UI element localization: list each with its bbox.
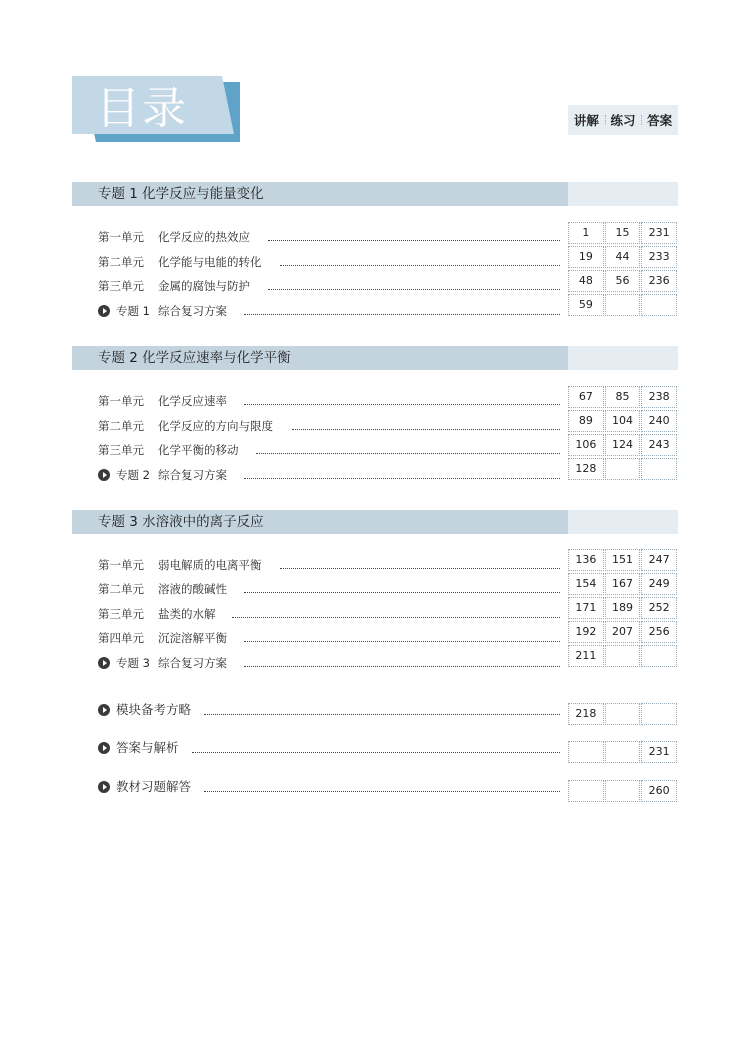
page-number: 167 bbox=[605, 573, 641, 595]
toc-entry[interactable] bbox=[98, 580, 562, 598]
dot-leader bbox=[256, 453, 560, 454]
entry-title: 综合复习方案 bbox=[158, 304, 231, 318]
page-number: 231 bbox=[641, 741, 677, 763]
page-number: 247 bbox=[641, 549, 677, 571]
page-row bbox=[568, 645, 678, 669]
entry-title: 化学反应的方向与限度 bbox=[158, 419, 277, 433]
unit-label: 第三单元 bbox=[98, 443, 144, 457]
entry-title: 金属的腐蚀与防护 bbox=[158, 279, 254, 293]
page-number: 211 bbox=[568, 645, 604, 667]
page-number bbox=[641, 645, 677, 667]
page-number bbox=[605, 294, 641, 316]
entry-title: 化学反应的热效应 bbox=[158, 230, 254, 244]
entry-title: 教材习题解答 bbox=[116, 779, 195, 794]
toc-extra-entry[interactable] bbox=[98, 777, 562, 797]
dot-leader bbox=[280, 265, 560, 266]
entry-title: 综合复习方案 bbox=[158, 468, 231, 482]
unit-label: 第二单元 bbox=[98, 255, 144, 269]
page-number-grid bbox=[568, 222, 678, 318]
page-row bbox=[568, 246, 678, 270]
page-number: 59 bbox=[568, 294, 604, 316]
toc-entry[interactable] bbox=[98, 629, 562, 647]
page-row bbox=[568, 410, 678, 434]
page-number: 189 bbox=[605, 597, 641, 619]
dot-leader bbox=[280, 568, 560, 569]
toc-extra-entry[interactable] bbox=[98, 738, 562, 758]
page-row bbox=[568, 270, 678, 294]
entry-title: 沉淀溶解平衡 bbox=[158, 631, 231, 645]
page-number bbox=[641, 458, 677, 480]
page-number: 67 bbox=[568, 386, 604, 408]
page-number: 89 bbox=[568, 410, 604, 432]
toc-review-entry[interactable] bbox=[98, 302, 562, 320]
page-number: 106 bbox=[568, 434, 604, 456]
page-row bbox=[568, 549, 678, 573]
dot-leader bbox=[204, 714, 560, 715]
toc-extra-entry[interactable] bbox=[98, 700, 562, 720]
topic-bar-1 bbox=[72, 182, 678, 206]
page-row bbox=[568, 741, 678, 765]
topic-bar-2 bbox=[72, 346, 678, 370]
dot-leader bbox=[204, 791, 560, 792]
toc-title-banner bbox=[72, 76, 240, 142]
page-row bbox=[568, 597, 678, 621]
toc-entry[interactable] bbox=[98, 277, 562, 295]
unit-label: 第一单元 bbox=[98, 394, 144, 408]
page-number: 56 bbox=[605, 270, 641, 292]
page-number: 249 bbox=[641, 573, 677, 595]
toc-entry[interactable] bbox=[98, 605, 562, 623]
page-number bbox=[605, 645, 641, 667]
play-arrow-icon bbox=[98, 657, 110, 669]
play-arrow-icon bbox=[98, 305, 110, 317]
dot-leader bbox=[268, 289, 560, 290]
entry-title: 盐类的水解 bbox=[158, 607, 220, 621]
page-row bbox=[568, 703, 678, 727]
topic-title: 专题 3 水溶液中的离子反应 bbox=[98, 514, 264, 530]
topic-title: 专题 2 化学反应速率与化学平衡 bbox=[98, 350, 291, 366]
page-number: 85 bbox=[605, 386, 641, 408]
dot-leader bbox=[244, 666, 560, 667]
toc-review-entry[interactable] bbox=[98, 654, 562, 672]
dot-leader bbox=[244, 314, 560, 315]
topic-tag: 专题 3 bbox=[116, 656, 150, 670]
page-number: 238 bbox=[641, 386, 677, 408]
dot-leader bbox=[192, 752, 560, 753]
page-number: 256 bbox=[641, 621, 677, 643]
page-number: 252 bbox=[641, 597, 677, 619]
topic-tag: 专题 2 bbox=[116, 468, 150, 482]
page-row bbox=[568, 386, 678, 410]
dot-leader bbox=[268, 240, 560, 241]
unit-label: 第二单元 bbox=[98, 419, 144, 433]
toc-entry[interactable] bbox=[98, 392, 562, 410]
entry-title: 弱电解质的电离平衡 bbox=[158, 558, 266, 572]
play-arrow-icon bbox=[98, 781, 110, 793]
page-row bbox=[568, 458, 678, 482]
page-number-grid bbox=[568, 386, 678, 482]
page-number bbox=[605, 780, 641, 802]
page-number bbox=[605, 703, 641, 725]
page-number: 171 bbox=[568, 597, 604, 619]
toc-entry[interactable] bbox=[98, 228, 562, 246]
dot-leader bbox=[232, 617, 560, 618]
page-number: 151 bbox=[605, 549, 641, 571]
page-number bbox=[605, 741, 641, 763]
page-number: 236 bbox=[641, 270, 677, 292]
page-number: 207 bbox=[605, 621, 641, 643]
toc-review-entry[interactable] bbox=[98, 466, 562, 484]
page-number: 192 bbox=[568, 621, 604, 643]
unit-label: 第二单元 bbox=[98, 582, 144, 596]
page-column-header bbox=[568, 105, 678, 135]
page-number bbox=[568, 780, 604, 802]
page-row bbox=[568, 294, 678, 318]
unit-label: 第三单元 bbox=[98, 607, 144, 621]
page-number: 233 bbox=[641, 246, 677, 268]
entry-title: 答案与解析 bbox=[116, 740, 183, 755]
page-number-grid bbox=[568, 703, 678, 727]
toc-entry[interactable] bbox=[98, 441, 562, 459]
play-arrow-icon bbox=[98, 742, 110, 754]
entry-title: 化学反应速率 bbox=[158, 394, 231, 408]
page-number: 240 bbox=[641, 410, 677, 432]
topic-bar-3 bbox=[72, 510, 678, 534]
column-header-lecture: 讲解 bbox=[573, 113, 599, 128]
page-number: 124 bbox=[605, 434, 641, 456]
topic-tag: 专题 1 bbox=[116, 304, 150, 318]
play-arrow-icon bbox=[98, 704, 110, 716]
page-row bbox=[568, 222, 678, 246]
page-number-grid bbox=[568, 780, 678, 804]
dot-leader bbox=[244, 592, 560, 593]
topic-title: 专题 1 化学反应与能量变化 bbox=[98, 186, 264, 202]
entry-title: 模块备考方略 bbox=[116, 702, 195, 717]
page-number bbox=[605, 458, 641, 480]
page-number bbox=[641, 703, 677, 725]
page-number-grid bbox=[568, 549, 678, 669]
page-number: 231 bbox=[641, 222, 677, 244]
column-header-answers: 答案 bbox=[641, 111, 678, 129]
page-row bbox=[568, 621, 678, 645]
page-number: 44 bbox=[605, 246, 641, 268]
unit-label: 第一单元 bbox=[98, 558, 144, 572]
page-row bbox=[568, 780, 678, 804]
page-row bbox=[568, 434, 678, 458]
page-number: 104 bbox=[605, 410, 641, 432]
toc-entry[interactable] bbox=[98, 556, 562, 574]
entry-title: 综合复习方案 bbox=[158, 656, 231, 670]
toc-entry[interactable] bbox=[98, 253, 562, 271]
unit-label: 第一单元 bbox=[98, 230, 144, 244]
unit-label: 第三单元 bbox=[98, 279, 144, 293]
page-number bbox=[641, 294, 677, 316]
unit-label: 第四单元 bbox=[98, 631, 144, 645]
page-number: 218 bbox=[568, 703, 604, 725]
page-number: 48 bbox=[568, 270, 604, 292]
column-header-practice: 练习 bbox=[605, 111, 642, 129]
page-number-grid bbox=[568, 741, 678, 765]
page-row bbox=[568, 573, 678, 597]
page-number: 128 bbox=[568, 458, 604, 480]
page-number: 154 bbox=[568, 573, 604, 595]
dot-leader bbox=[244, 478, 560, 479]
play-arrow-icon bbox=[98, 469, 110, 481]
page-title: 目录 bbox=[96, 83, 188, 134]
toc-entry[interactable] bbox=[98, 417, 562, 435]
page-number: 15 bbox=[605, 222, 641, 244]
dot-leader bbox=[292, 429, 560, 430]
dot-leader bbox=[244, 404, 560, 405]
entry-title: 化学平衡的移动 bbox=[158, 443, 243, 457]
page-number: 260 bbox=[641, 780, 677, 802]
page-number: 1 bbox=[568, 222, 604, 244]
entry-title: 化学能与电能的转化 bbox=[158, 255, 266, 269]
page-number: 243 bbox=[641, 434, 677, 456]
page-number: 19 bbox=[568, 246, 604, 268]
entry-title: 溶液的酸碱性 bbox=[158, 582, 231, 596]
dot-leader bbox=[244, 641, 560, 642]
page-number: 136 bbox=[568, 549, 604, 571]
page-number bbox=[568, 741, 604, 763]
